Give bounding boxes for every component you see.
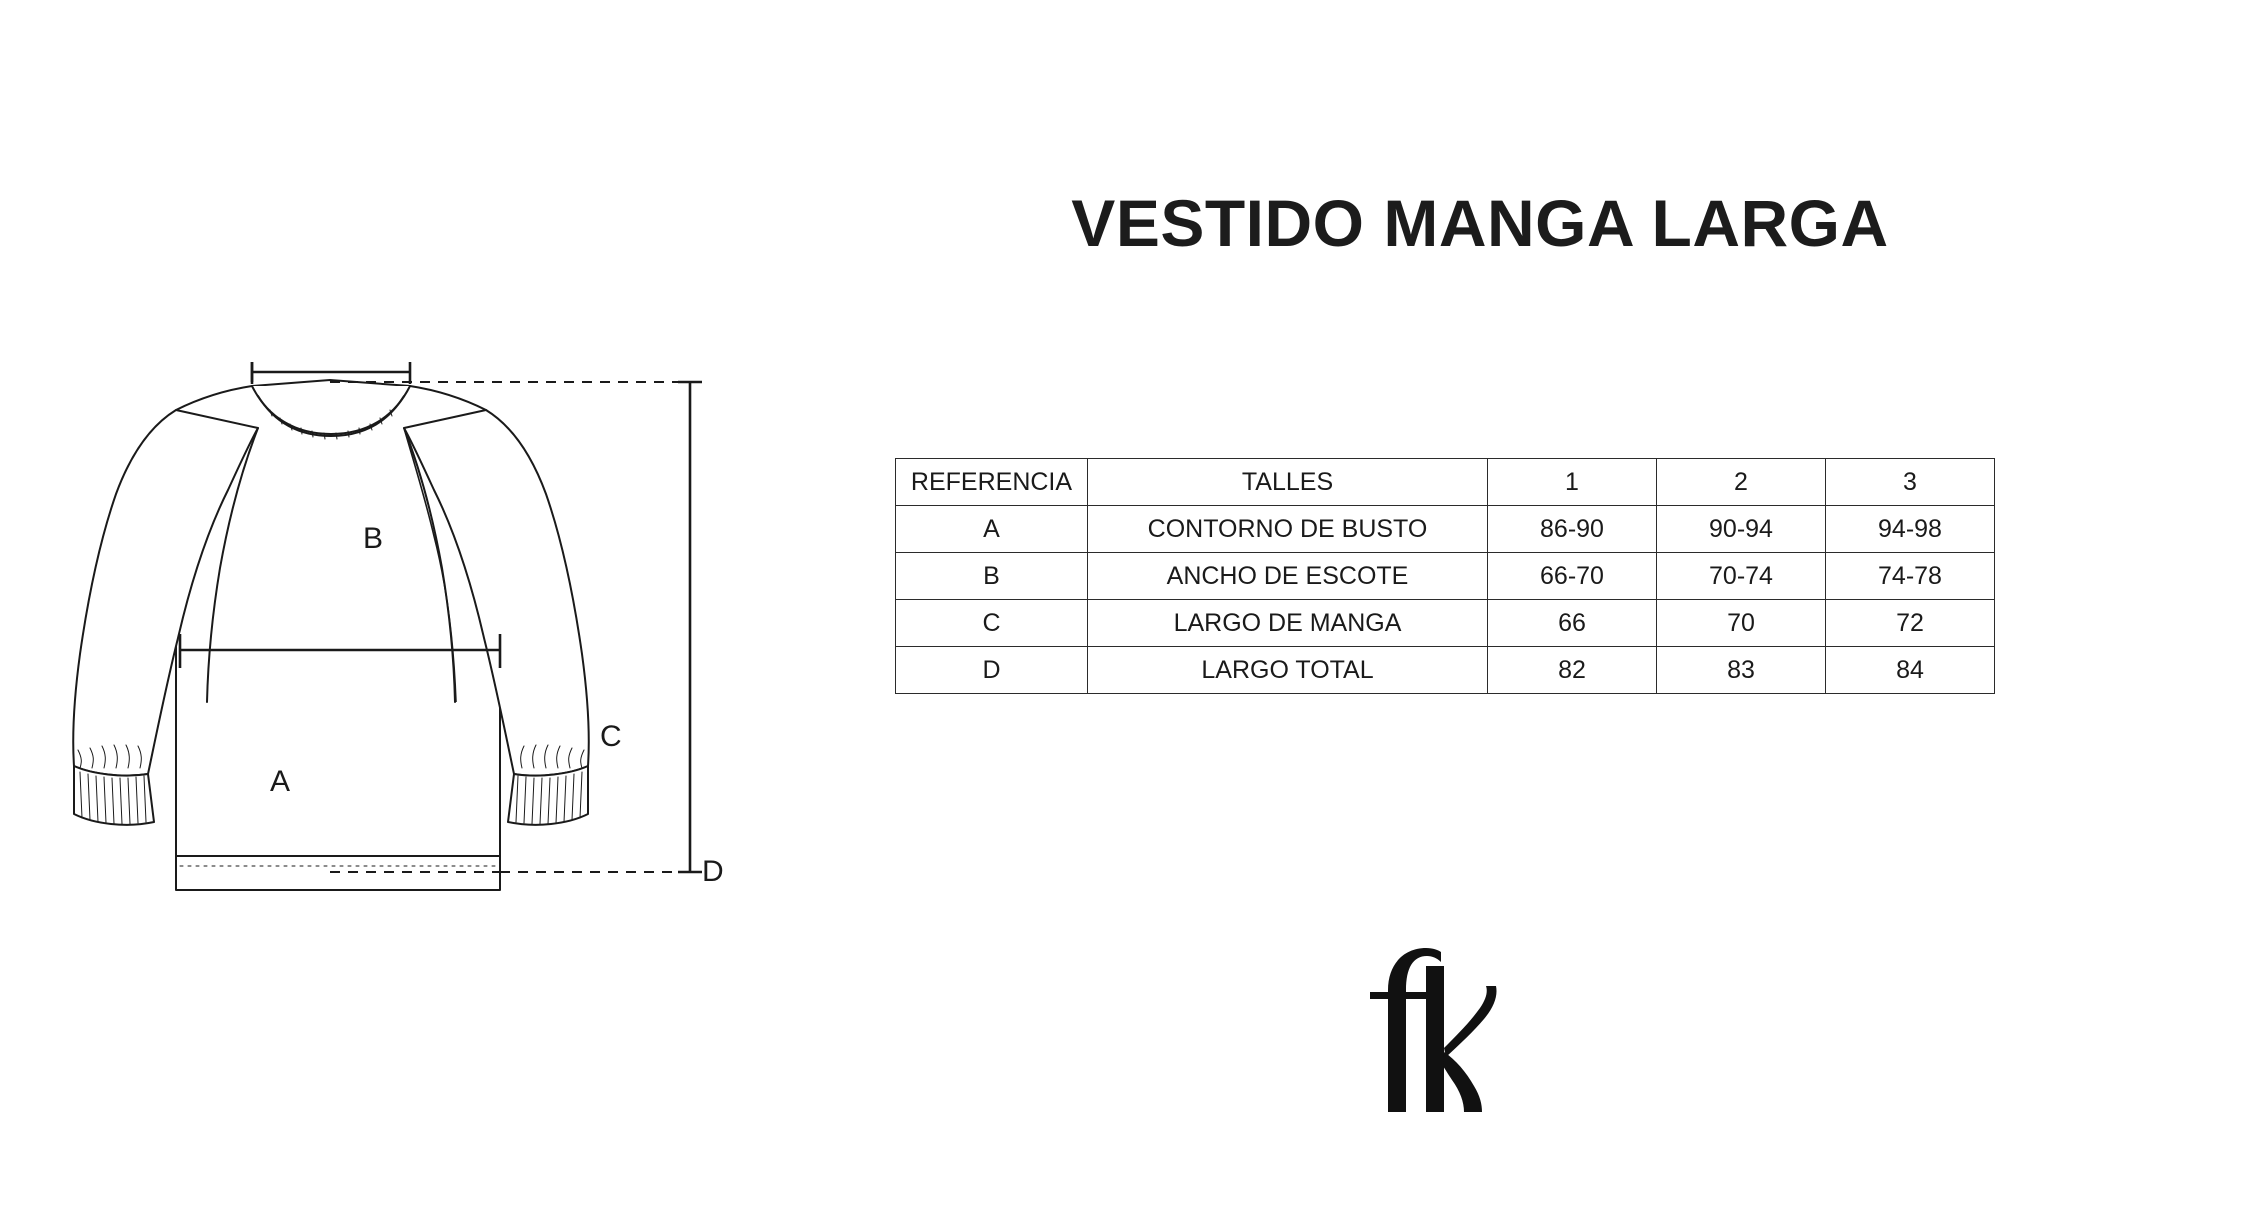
header-size-3: 3 (1826, 459, 1995, 506)
dimension-label-a: A (270, 765, 291, 798)
size-table (895, 458, 1995, 694)
brand-logo (1330, 930, 1530, 1130)
garment-illustration (30, 250, 750, 950)
row-value-3: 74-78 (1826, 553, 1995, 600)
row-value-2: 70 (1657, 600, 1826, 647)
row-value-1: 86-90 (1488, 506, 1657, 553)
row-value-3: 72 (1826, 600, 1995, 647)
header-size-2: 2 (1657, 459, 1826, 506)
row-value-3: 84 (1826, 647, 1995, 694)
page-title: VESTIDO MANGA LARGA (1071, 186, 1889, 260)
table-row (896, 600, 1995, 647)
long-sleeve-dress-technical-drawing-icon (30, 250, 750, 950)
row-value-2: 83 (1657, 647, 1826, 694)
table-row (896, 506, 1995, 553)
row-ref: A (896, 506, 1088, 553)
header-reference: REFERENCIA (896, 459, 1088, 506)
header-measure: TALLES (1088, 459, 1488, 506)
size-table-wrapper (895, 458, 1995, 694)
row-ref: C (896, 600, 1088, 647)
row-name: ANCHO DE ESCOTE (1088, 553, 1488, 600)
dimension-label-c: C (600, 720, 623, 753)
dimension-label-b: B (363, 522, 384, 555)
table-header-row (896, 459, 1995, 506)
fk-monogram-logo-icon (1330, 930, 1530, 1130)
row-value-1: 66 (1488, 600, 1657, 647)
dimension-label-d: D (702, 855, 725, 888)
row-value-1: 82 (1488, 647, 1657, 694)
row-name: LARGO DE MANGA (1088, 600, 1488, 647)
row-ref: D (896, 647, 1088, 694)
row-value-1: 66-70 (1488, 553, 1657, 600)
row-value-2: 90-94 (1657, 506, 1826, 553)
row-ref: B (896, 553, 1088, 600)
table-row (896, 553, 1995, 600)
table-row (896, 647, 1995, 694)
row-value-2: 70-74 (1657, 553, 1826, 600)
row-value-3: 94-98 (1826, 506, 1995, 553)
row-name: CONTORNO DE BUSTO (1088, 506, 1488, 553)
header-size-1: 1 (1488, 459, 1657, 506)
row-name: LARGO TOTAL (1088, 647, 1488, 694)
